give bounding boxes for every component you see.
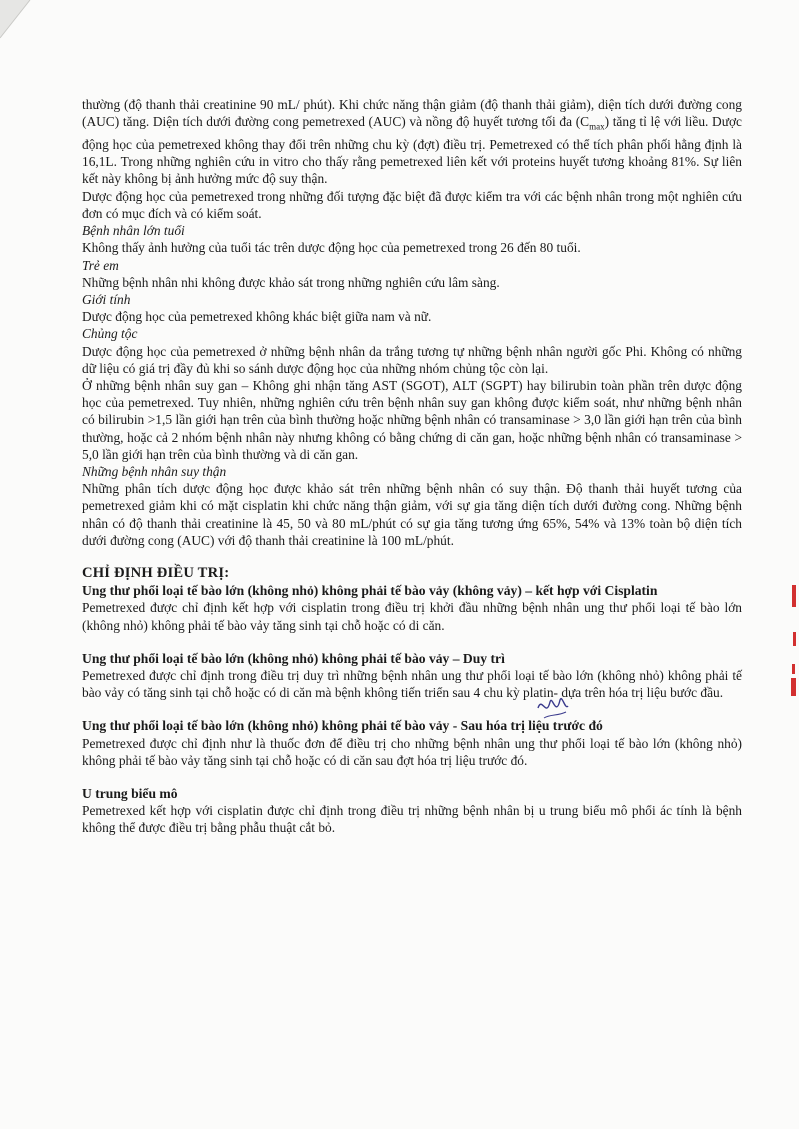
heading-gender: Giới tính <box>82 291 131 307</box>
paragraph-elderly: Không thấy ảnh hưởng của tuổi tác trên dược động học của pemetrexed trong 26 đến 80 tuổi. <box>82 240 581 256</box>
paragraph-race: Dược động học của pemetrexed ở những bệnh nhân da trắng tương tự những bệnh nhân người gốc Phi. Không có những dữ liệu có giá trị đầy đủ khi so sánh dược động học của những nhóm chủng tộc còn lại. <box>82 343 742 376</box>
paragraph-gender: Dược động học của pemetrexed không khác biệt giữa nam và nữ. <box>82 309 432 325</box>
handwritten-signature <box>532 688 572 726</box>
document-page <box>82 96 742 837</box>
stamp-edge-mark-1 <box>792 585 796 607</box>
indication-4-text: Pemetrexed kết hợp với cisplatin được chỉ định trong điều trị những bệnh nhân bị u trung biểu mô phổi ác tính là bệnh không thể được điều trị bằng phẫu thuật cắt bỏ. <box>82 803 742 836</box>
pk-paragraph-1: thường (độ thanh thải creatinine 90 mL/ phút). Khi chức năng thận giảm (độ thanh thải giảm), diện tích dưới đường cong (AUC) tăng. Diện tích dưới đường cong pemetrexed (AUC) và nồng độ huyết tương tối đa $(C_{max})$ tăng tỉ lệ với liều. Dược động học của pemetrexed không thay đổi trên những chu kỳ (đợt) điều trị. Pemetrexed có thể tích phân phối hằng định là 16,1L. Trong những nghiên cứu in vitro cho thấy rằng pemetrexed liên kết với proteins huyết tương khoảng 81%. Sự liên kết này không bị ảnh hưởng mức độ suy thận. <box>82 97 742 187</box>
indication-2-title: Ung thư phổi loại tế bào lớn (không nhỏ) không phải tế bào vảy – Duy trì <box>82 650 505 666</box>
page-corner-fold <box>0 0 34 40</box>
heading-elderly: Bệnh nhân lớn tuổi <box>82 223 185 239</box>
indication-3-text: Pemetrexed được chỉ định như là thuốc đơn để điều trị cho những bệnh nhân ung thư phổi loại tế bào lớn (không nhỏ) không phải tế bào vảy tăng sinh tại chỗ hoặc có di căn sau đợt hóa trị liệu trước đó. <box>82 735 742 768</box>
heading-renal: Những bệnh nhân suy thận <box>82 463 227 479</box>
indication-2-text: Pemetrexed được chỉ định trong điều trị duy trì những bệnh nhân ung thư phổi loại tế bào lớn (không nhỏ) không phải tế bào vảy có tăng sinh tại chỗ hoặc có di căn mà bệnh không tiến triển sau 4 chu kỳ platin- dựa trên hóa trị liệu bước đầu. <box>82 667 742 701</box>
pk-paragraph-2: Dược động học của pemetrexed trong những đối tượng đặc biệt đã được kiểm tra với các bệnh nhân trong một nghiên cứu đơn có mục đích và có kiểm soát. <box>82 188 742 221</box>
paragraph-renal: Những phân tích dược động học được khảo sát trên những bệnh nhân có suy thận. Độ thanh thải huyết tương của pemetrexed giảm khi có mặt cisplatin khi chức năng thận giảm, với sự gia tăng diện tích dưới đường cong. Những bệnh nhân có độ thanh thải creatinine là 45, 50 và 80 mL/phút có sự gia tăng tương ứng 65%, 54% và 13% toàn bộ diện tích dưới đường cong (AUC) với độ thanh thải creatinine là 100 mL/phút. <box>82 481 742 548</box>
stamp-edge-mark-4 <box>791 678 796 696</box>
indication-1-text: Pemetrexed được chỉ định kết hợp với cisplatin trong điều trị khởi đầu những bệnh nhân ung thư phổi loại tế bào lớn (không nhỏ) không phải tế bào vảy tăng sinh tại chỗ hoặc có di căn. <box>82 600 742 633</box>
heading-children: Trẻ em <box>82 257 119 273</box>
stamp-edge-mark-3 <box>792 664 795 674</box>
indication-1-title: Ung thư phổi loại tế bào lớn (không nhỏ) không phải tế bào vảy (không vảy) – kết hợp với Cisplatin <box>82 583 658 599</box>
indication-4-title: U trung biểu mô <box>82 785 178 801</box>
indication-3-title: Ung thư phổi loại tế bào lớn (không nhỏ) không phải tế bào vảy - Sau hóa trị liệu trước đó <box>82 718 603 734</box>
heading-race: Chủng tộc <box>82 326 138 342</box>
paragraph-liver-impairment: Ở những bệnh nhân suy gan – Không ghi nhận tăng AST (SGOT), ALT (SGPT) hay bilirubin toàn phần trên dược động học của pemetrexed. Tuy nhiên, những nghiên cứu trên bệnh nhân suy gan không được kiểm soát, như những bệnh nhân có bilirubin >1,5 lần giới hạn trên của bình thường hoặc những bệnh nhân có transaminase > 3,0 lần giới hạn trên của bình thường, hoặc cả 2 nhóm bệnh nhân này nhưng không có bằng chứng di căn gan, hoặc những bệnh nhân có transaminase > 5,0 lần giới hạn trên của bình thường và di căn gan. <box>82 377 742 462</box>
paragraph-children: Những bệnh nhân nhi không được khảo sát trong những nghiên cứu lâm sàng. <box>82 274 500 290</box>
stamp-edge-mark-2 <box>793 632 796 646</box>
section-title-indications: CHỈ ĐỊNH ĐIỀU TRỊ: <box>82 564 230 581</box>
